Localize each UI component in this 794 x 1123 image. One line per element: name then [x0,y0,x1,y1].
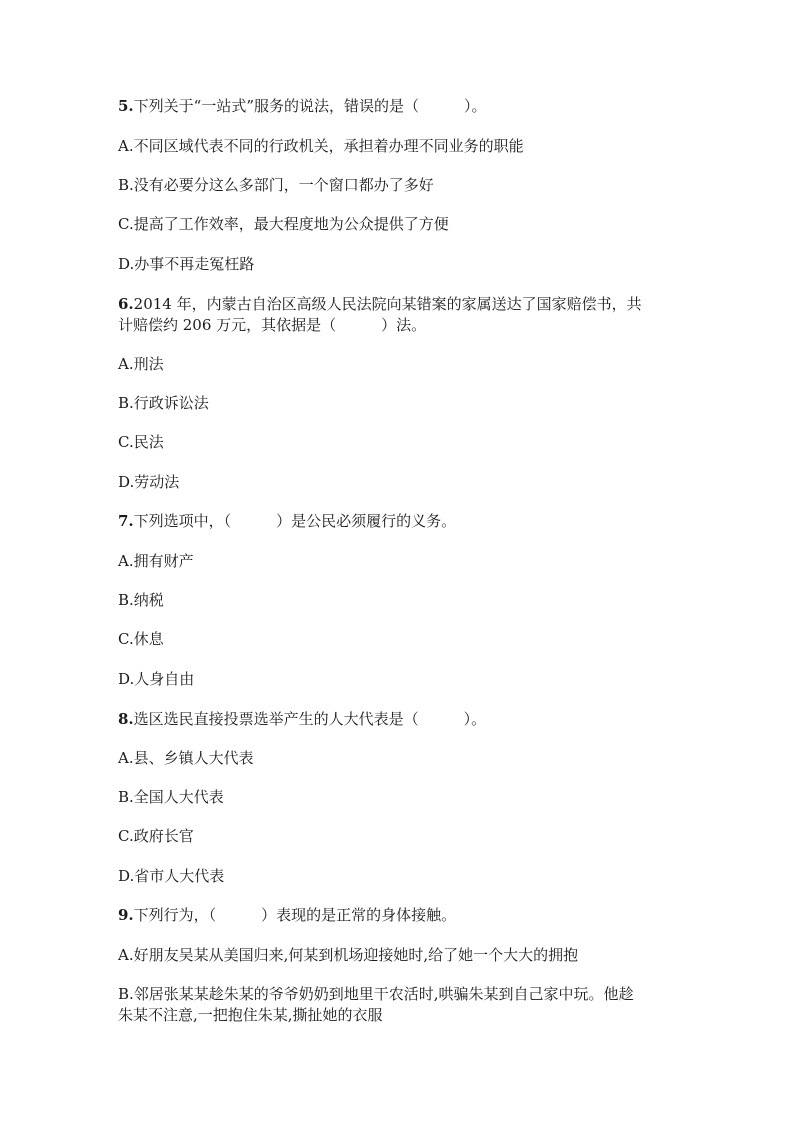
question-text: 下列行为，（ ）表现的是正常的身体接触。 [133,906,457,924]
question-6-option-d: D.劳动法 [118,473,180,491]
question-number: 7. [118,512,134,530]
question-5-option-d: D.办事不再走冤枉路 [118,255,255,273]
question-8-option-d: D.省市人大代表 [118,867,225,885]
question-text: 下列关于“一站式”服务的说法，错误的是（ ）。 [133,97,487,115]
question-6-option-a: A.刑法 [118,355,164,373]
question-number: 9. [118,906,134,924]
question-7-option-c: C.休息 [118,630,164,648]
question-8-stem [118,709,486,729]
question-number: 5. [118,97,134,115]
question-9-stem [118,905,456,925]
question-text: 选区选民直接投票选举产生的人大代表是（ ）。 [133,710,487,728]
question-7-option-d: D.人身自由 [118,670,195,688]
question-9-option-b: B.邻居张某某趁朱某的爷爷奶奶到地里干农活时,哄骗朱某到自己家中玩。他趁 [118,985,634,1003]
question-7-option-b: B.纳税 [118,591,164,609]
question-text: 下列选项中，（ ）是公民必须履行的义务。 [133,512,457,530]
question-6-stem-continued: 计赔偿约 206 万元，其依据是（ ）法。 [118,316,427,334]
question-6-option-b: B.行政诉讼法 [118,394,209,412]
question-7-option-a: A.拥有财产 [118,552,194,570]
question-number: 8. [118,710,134,728]
question-6-option-c: C.民法 [118,433,164,451]
question-7-stem [118,511,456,531]
question-5-stem [118,96,487,116]
question-number: 6. [118,295,134,313]
question-8-option-a: A.县、乡镇人大代表 [118,749,254,767]
question-9-option-b-continued: 朱某不注意,一把抱住朱某,撕扯她的衣服 [118,1006,383,1024]
question-text: 2014 年，内蒙古自治区高级人民法院向某错案的家属送达了国家赔偿书，共 [133,295,642,313]
question-9-option-a: A.好朋友吴某从美国归来,何某到机场迎接她时,给了她一个大大的拥抱 [118,946,579,964]
question-5-option-b: B.没有必要分这么多部门，一个窗口都办了多好 [118,176,434,194]
question-5-option-c: C.提高了工作效率，最大程度地为公众提供了方便 [118,215,449,233]
question-5-option-a: A.不同区域代表不同的行政机关，承担着办理不同业务的职能 [118,137,524,155]
question-6-stem [118,294,642,314]
question-8-option-c: C.政府长官 [118,827,194,845]
question-8-option-b: B.全国人大代表 [118,788,224,806]
